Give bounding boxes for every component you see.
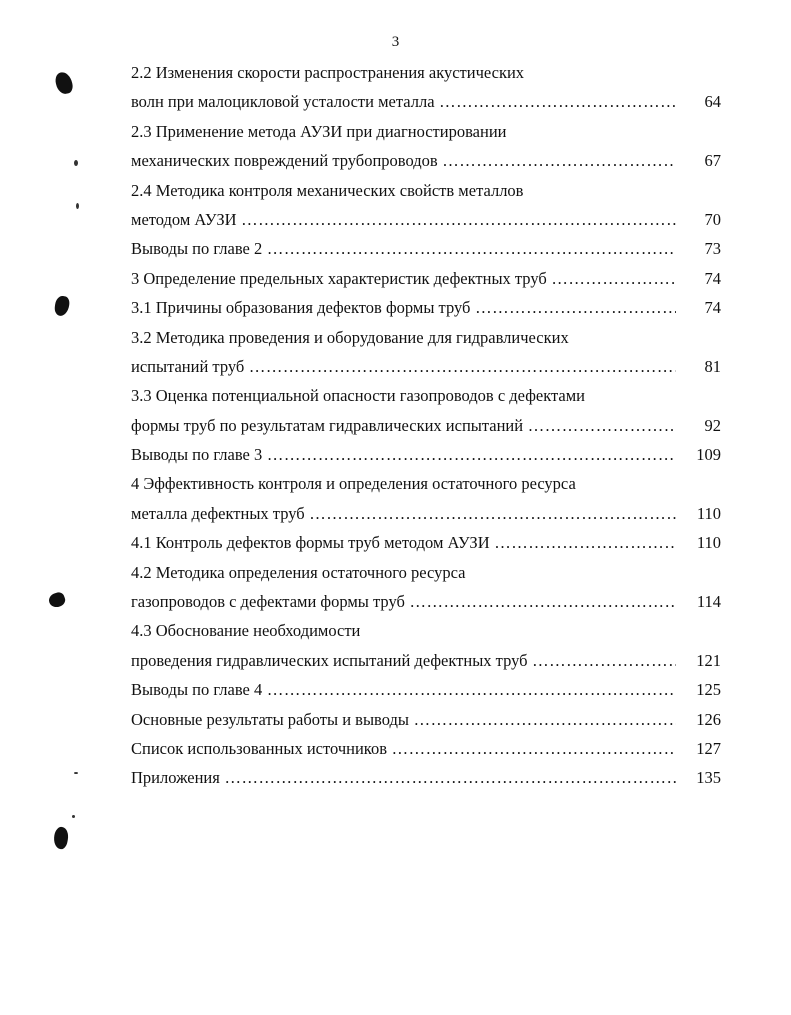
toc-entry-text: волн при малоцикловой усталости металла ………………………………………………………………………………………………………………………………………	[131, 87, 676, 116]
toc-entry-text: 4.2 Методика определения остаточного ресурса	[131, 562, 466, 582]
toc-entry-page: 110	[696, 503, 721, 523]
toc-entry-text: проведения гидравлических испытаний дефектных труб ………………………………………………………………………………………………………………………………………	[131, 646, 676, 675]
toc-entry-page: 127	[696, 738, 721, 758]
toc-line	[131, 146, 721, 175]
toc-entry-text: Список использованных источников ………………………………………………………………………………………………………………………………………	[131, 734, 676, 763]
toc-line	[131, 381, 721, 410]
toc-entry-page: 67	[704, 151, 721, 171]
toc-entry-text: Основные результаты работы и выводы ………………………………………………………………………………………………………………………………………	[131, 705, 676, 734]
scan-blot	[47, 591, 67, 610]
toc-line	[131, 352, 721, 381]
scan-blot	[54, 71, 74, 96]
toc-line	[131, 58, 721, 87]
scan-speck	[74, 772, 78, 774]
toc-entry-text: 4.3 Обоснование необходимости	[131, 621, 361, 641]
toc-line	[131, 176, 721, 205]
toc-entry-page: 109	[696, 445, 721, 465]
toc-entry-text: металла дефектных труб ………………………………………………………………………………………………………………………………………	[131, 499, 676, 528]
toc-entry-page: 135	[696, 768, 721, 788]
scan-speck	[74, 160, 78, 166]
toc-entry-page: 126	[696, 709, 721, 729]
toc-line	[131, 558, 721, 587]
toc-entry-text: Выводы по главе 2 ………………………………………………………………………………………………………………………………………	[131, 234, 676, 263]
toc-entry-page: 64	[704, 92, 721, 112]
toc-entry-text: 2.2 Изменения скорости распространения акустических	[131, 63, 525, 82]
toc-line	[131, 323, 721, 352]
toc-line	[131, 469, 721, 498]
toc-entry-text: 3 Определение предельных характеристик дефектных труб ………………………………………………………………………………………………………………………………………	[131, 264, 676, 293]
toc-entry-page: 125	[696, 680, 721, 700]
toc-line	[131, 763, 721, 792]
toc-line	[131, 205, 721, 234]
toc-entry-page: 70	[704, 209, 721, 229]
toc-entry-text: формы труб по результатам гидравлических испытаний ………………………………………………………………………………………………………………………………………	[131, 411, 676, 440]
scan-speck	[76, 203, 79, 209]
toc-entry-page: 74	[704, 298, 721, 318]
toc-entry-text: Выводы по главе 3 ………………………………………………………………………………………………………………………………………	[131, 440, 676, 469]
toc-entry-text: газопроводов с дефектами формы труб ………………………………………………………………………………………………………………………………………	[131, 587, 676, 616]
toc-entry-text: 3.2 Методика проведения и оборудование для гидравлических	[131, 327, 569, 347]
toc-entry-text: 3.1 Причины образования дефектов формы труб ………………………………………………………………………………………………………………………………………	[131, 293, 676, 322]
toc-line	[131, 87, 721, 116]
toc-line	[131, 264, 721, 293]
toc-entry-page: 81	[704, 356, 721, 376]
toc-entry-page: 74	[704, 268, 721, 288]
toc-entry-page: 73	[704, 239, 721, 259]
toc-line	[131, 117, 721, 146]
toc-line	[131, 734, 721, 763]
toc-line	[131, 411, 721, 440]
toc-entry-text: механических повреждений трубопроводов ………………………………………………………………………………………………………………………………………	[131, 146, 676, 175]
toc-entry-page: 92	[704, 415, 721, 435]
toc-entry-text: 2.3 Применение метода АУЗИ при диагностировании	[131, 121, 507, 141]
toc-line	[131, 234, 721, 263]
table-of-contents	[131, 58, 721, 793]
toc-line	[131, 646, 721, 675]
toc-entry-page: 121	[696, 650, 721, 670]
toc-line	[131, 440, 721, 469]
toc-line	[131, 587, 721, 616]
page-number: 3	[391, 34, 400, 50]
toc-line	[131, 675, 721, 704]
toc-entry-text: 3.3 Оценка потенциальной опасности газопроводов с дефектами	[131, 386, 586, 406]
toc-line	[131, 705, 721, 734]
toc-line	[131, 528, 721, 557]
toc-line	[131, 616, 721, 645]
toc-line	[131, 293, 721, 322]
scan-speck	[72, 815, 75, 818]
toc-entry-text: Выводы по главе 4 ………………………………………………………………………………………………………………………………………	[131, 675, 676, 704]
toc-entry-page: 110	[696, 533, 721, 553]
scan-blot	[54, 295, 71, 317]
toc-entry-text: методом АУЗИ ………………………………………………………………………………………………………………………………………	[131, 205, 676, 234]
toc-line	[131, 499, 721, 528]
toc-entry-text: 4.1 Контроль дефектов формы труб методом АУЗИ ………………………………………………………………………………………………………………………………………	[131, 528, 676, 557]
toc-entry-text: испытаний труб ………………………………………………………………………………………………………………………………………	[131, 352, 676, 381]
toc-entry-text: Приложения ………………………………………………………………………………………………………………………………………	[131, 763, 676, 792]
toc-entry-text: 2.4 Методика контроля механических свойств металлов	[131, 180, 524, 200]
toc-entry-text: 4 Эффективность контроля и определения остаточного ресурса	[131, 474, 576, 494]
scan-blot	[52, 826, 70, 850]
toc-entry-page: 114	[696, 592, 721, 612]
